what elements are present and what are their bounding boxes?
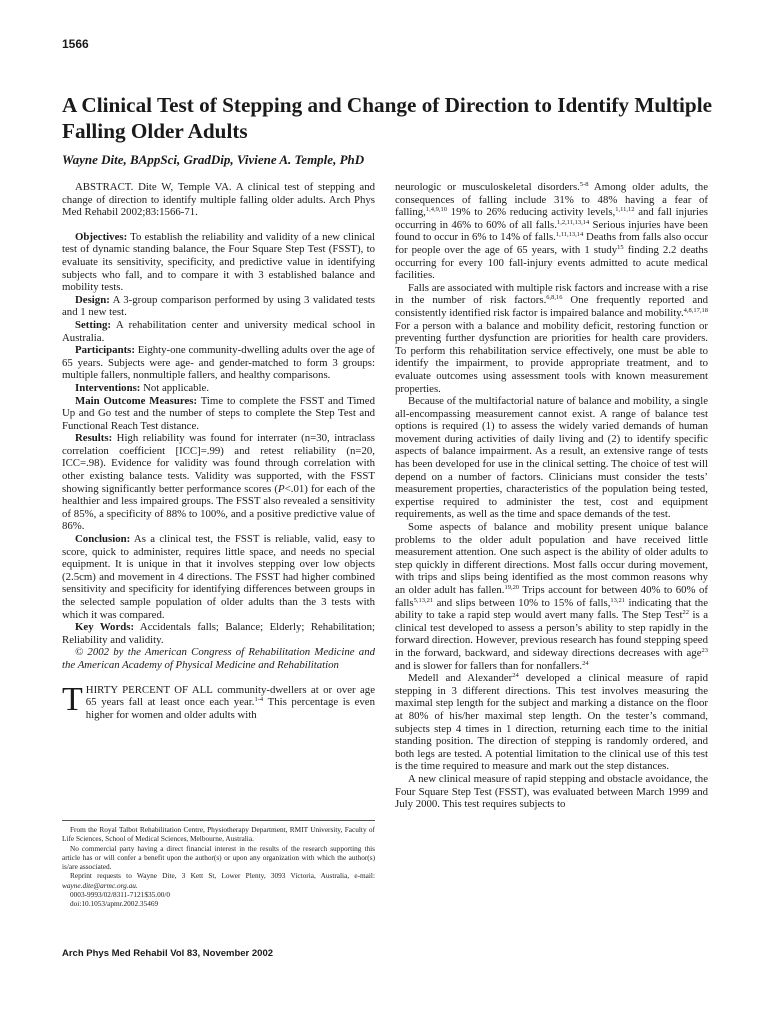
footnotes xyxy=(62,820,375,909)
intro-text-a: community-dwellers at or over age 65 years fall at least once each year. xyxy=(85,683,375,709)
abstract-interventions xyxy=(62,382,375,395)
footnote-doi: doi:10.1053/apmr.2002.35469 xyxy=(70,899,159,909)
measures-label: Main Outcome Measures: xyxy=(75,394,198,407)
abstract-participants xyxy=(62,344,375,382)
p1-ref-2: 1,4,9,10 xyxy=(425,206,448,214)
p4-text-d: indicating that the ability to take a rapid step would avert many falls. The Step Test xyxy=(395,596,708,622)
p1-text-a: neurologic or musculoskeletal disorders. xyxy=(395,181,580,193)
abstract-results xyxy=(62,432,375,533)
p4-ref-4: 22 xyxy=(682,609,690,617)
results-text-b: <.01) for each of the healthier and less impaired groups. The FSST also revealed a sensitivity of 85%, a specificity of 88% to 100%, and a positive predictive value of 86%. xyxy=(62,482,375,533)
page-number: 1566 xyxy=(62,37,89,51)
p1-ref-1: 5-8 xyxy=(579,181,589,188)
abstract-setting xyxy=(62,319,375,344)
body-paragraph-1 xyxy=(395,181,708,282)
body-paragraph-3: Because of the multifactorial nature of balance and mobility, a single all-encompassing measurement cannot exist. A range of balance test options is required (1) to assess the widely varied demands of human movement during activities of daily living and (2) to identify specific aspects of balance impairment. As a result, an extensive range of tests has been developed for use in the clinical setting. The choice of test will depend on a number of factors. Clinicians must consider the tests’ measurement properties, characteristics of the population being tested, expertise required to administer the test, cost and equipment requirements, as well as the time and space demands of the test. xyxy=(395,395,708,521)
conclusion-label: Conclusion: xyxy=(75,533,131,546)
p1-ref-6: 15 xyxy=(617,243,624,251)
p1-text-b: Among older adults, the consequences of falling include 31% to 48% having a fear of falling, xyxy=(395,181,708,219)
body-paragraph-2 xyxy=(395,282,708,395)
p2-ref-1: 6,8,16 xyxy=(546,294,563,302)
p1-ref-3: 1,11,12 xyxy=(615,206,635,214)
article-title: A Clinical Test of Stepping and Change of Direction to Identify Multiple Falling Older Adults xyxy=(62,93,713,143)
p4-text-c: and slips between 10% to 15% of falls, xyxy=(436,596,611,609)
measures-text: Time to complete the FSST and Timed Up and Go test and the number of steps to complete the Step Test and Functional Reach Test distance. xyxy=(62,394,375,432)
drop-cap: T xyxy=(62,680,83,718)
intro-text-b: This percentage is even higher for women and older adults with xyxy=(85,696,375,721)
p1-ref-4: 1,2,11,13,14 xyxy=(556,218,590,226)
intro-caps: HIRTY PERCENT OF ALL xyxy=(85,683,213,696)
p1-text-c: 19% to 26% reducing activity levels, xyxy=(450,206,616,219)
p4-ref-1: 19,20 xyxy=(504,584,520,591)
intro-ref: 1-4 xyxy=(254,696,264,704)
p4-text-f: and is slower for fallers than for nonfallers. xyxy=(395,659,583,672)
footnote-reprints xyxy=(62,871,375,890)
body-paragraph-4 xyxy=(395,521,708,672)
p5-ref-1: 24 xyxy=(512,672,519,680)
p1-text-e: Serious injuries have been found to occur in 6% to 14% of falls. xyxy=(395,218,709,244)
left-column xyxy=(62,181,375,721)
journal-footer: Arch Phys Med Rehabil Vol 83, November 2002 xyxy=(62,948,274,959)
participants-label: Participants: xyxy=(75,344,135,357)
p4-ref-5: 23 xyxy=(701,646,708,654)
article-authors: Wayne Dite, BAppSci, GradDip, Viviene A. Temple, PhD xyxy=(62,152,365,167)
design-text: A 3-group comparison performed by using 3 validated tests and 1 new test. xyxy=(62,293,375,319)
results-p-symbol: P xyxy=(278,482,285,495)
results-label: Results: xyxy=(75,432,113,445)
right-column xyxy=(395,181,708,811)
p4-ref-2: 5,13,21 xyxy=(413,596,434,604)
p5-text-a: Medell and Alexander xyxy=(408,672,513,685)
interventions-text: Not applicable. xyxy=(143,381,210,394)
keywords-text: Accidentals falls; Balance; Elderly; Rehabilitation; Reliability and validity. xyxy=(62,621,375,646)
abstract-measures xyxy=(62,395,375,433)
results-text-a: High reliability was found for interrater (n=30, intraclass correlation coefficient [ICC]=.99) and retest reliability (n=20, ICC=.98). Evidence for validity was found through correlation with other existing balance tests. Validity was supported, with the FSST showing significantly better performance scores ( xyxy=(62,432,375,495)
p1-text-d: and fall injuries occurring in 46% to 60% of all falls. xyxy=(395,206,708,231)
objectives-text: To establish the reliability and validity of a new clinical test of dynamic standing balance, the Four Square Step Test (FSST), to evaluate its sensitivity, specificity, and predictive value in identifying subjects who fall, and to compare it with 3 established balance and mobility tests. xyxy=(62,230,375,294)
conclusion-text: As a clinical test, the FSST is reliable, valid, easy to score, quick to administer, requires little space, and needs no special equipment. It is unique in that it involves stepping over low objects (2.5cm) and movement in 4 directions. The FSST had higher combined sensitivity and specificity for identifying differences between groups in the selected sample population of older adults than the 3 tests with which it was compared. xyxy=(62,533,375,621)
participants-text: Eighty-one community-dwelling adults over the age of 65 years. Subjects were age- and gender-matched to form 3 groups: multiple fallers, nonmultiple fallers, and healthy comparisons. xyxy=(62,344,375,382)
abstract-design xyxy=(62,294,375,319)
setting-text: A rehabilitation center and university medical school in Australia. xyxy=(62,318,376,344)
p4-text-b: Trips account for between 40% to 60% of falls xyxy=(395,584,708,609)
reprints-text: Reprint requests to Wayne Dite, 3 Kett St, Lower Plenty, 3093 Victoria, Australia, e-mail: xyxy=(70,871,375,881)
p4-ref-3: 13,21 xyxy=(610,596,626,604)
body-paragraph-6: A new clinical measure of rapid stepping and obstacle avoidance, the Four Square Step Test (FSST), was evaluated between March 1999 and July 2000. This test requires subjects to xyxy=(395,772,708,811)
intro-paragraph xyxy=(62,680,375,722)
interventions-label: Interventions: xyxy=(75,381,141,394)
reprints-email: wayne.dite@armc.org.au. xyxy=(62,880,138,890)
copyright-notice: © 2002 by the American Congress of Rehabilitation Medicine and the American Academy of Physical Medicine and Rehabilitation xyxy=(62,646,375,671)
p2-text-b: One frequently reported and consistently identified risk factor is impaired balance and mobility. xyxy=(395,294,708,319)
objectives-label: Objectives: xyxy=(75,230,128,243)
p4-text-e: is a clinical test developed to assess a person’s ability to step rapidly in the forward direction. However, previous research has found stepping speed in the forward, backward, and sideway directions decreases with age xyxy=(395,609,709,659)
p5-text-b: developed a clinical measure of rapid stepping in 3 different directions. This test involves measuring the maximal step length for the subject and marking a distance on the floor at 80% of his/her maximal step length. On the tester’s command, subjects step 4 times in 1 direction, returning each time to the initial standing position. The direction of stepping is randomly ordered, and both legs are tested. A potential limitation to the clinical use of this test is the time required to measure and mark out the step distances. xyxy=(395,672,708,773)
p1-text-f: Deaths from falls also occur for people over the age of 65 years, with 1 study xyxy=(395,231,709,256)
p4-ref-6: 24 xyxy=(582,659,589,667)
keywords-label: Key Words: xyxy=(75,621,135,634)
abstract-objectives xyxy=(62,231,375,294)
footnote-issn: 0003-9993/02/8311-7121$35.00/0 xyxy=(70,890,171,900)
abstract-keywords xyxy=(62,621,375,646)
design-label: Design: xyxy=(75,293,110,306)
footnote-interest: No commercial party having a direct financial interest in the results of the research supporting this article has or will confer a benefit upon the author(s) or upon any organization with which the author(s) is/are associated. xyxy=(62,843,375,872)
p2-ref-2: 4,8,17,18 xyxy=(683,306,709,314)
setting-label: Setting: xyxy=(75,318,111,331)
p2-text-a: Falls are associated with multiple risk factors and increase with a rise in the number of risk factors. xyxy=(395,281,708,307)
footnote-affiliation: From the Royal Talbot Rehabilitation Centre, Physiotherapy Department, RMIT University, Faculty of Life Sciences, School of Medical Sciences, Melbourne, Australia. xyxy=(62,825,375,844)
p2-text-c: For a person with a balance and mobility deficit, restoring function or preventing further dysfunction are priorities for health care providers. To perform this rehabilitation service effectively, one must be able to identify the impairment, to provide appropriate treatment, and to evaluate outcomes using assessment tools with known measurement properties. xyxy=(395,319,708,395)
abstract-conclusion xyxy=(62,533,375,621)
abstract-lead: ABSTRACT. Dite W, Temple VA. A clinical test of stepping and change of direction to identify multiple falling older adults. Arch Phys Med Rehabil 2002;83:1566-71. xyxy=(62,181,375,219)
p4-text-a: Some aspects of balance and mobility present unique balance problems to the older adult population and have received little measurement attention. One such aspect is the ability of older adults to step quickly in different directions. Most falls occur during movement, with trips and slips being identified as the most common reasons why an older adult has fallen. xyxy=(395,521,708,596)
p1-ref-5: 1,11,13,14 xyxy=(555,231,584,239)
p1-text-g: finding 2.2 deaths occurring for every 100 fall-injury events admitted to acute medical facilities. xyxy=(395,243,709,282)
body-paragraph-5 xyxy=(395,672,708,773)
